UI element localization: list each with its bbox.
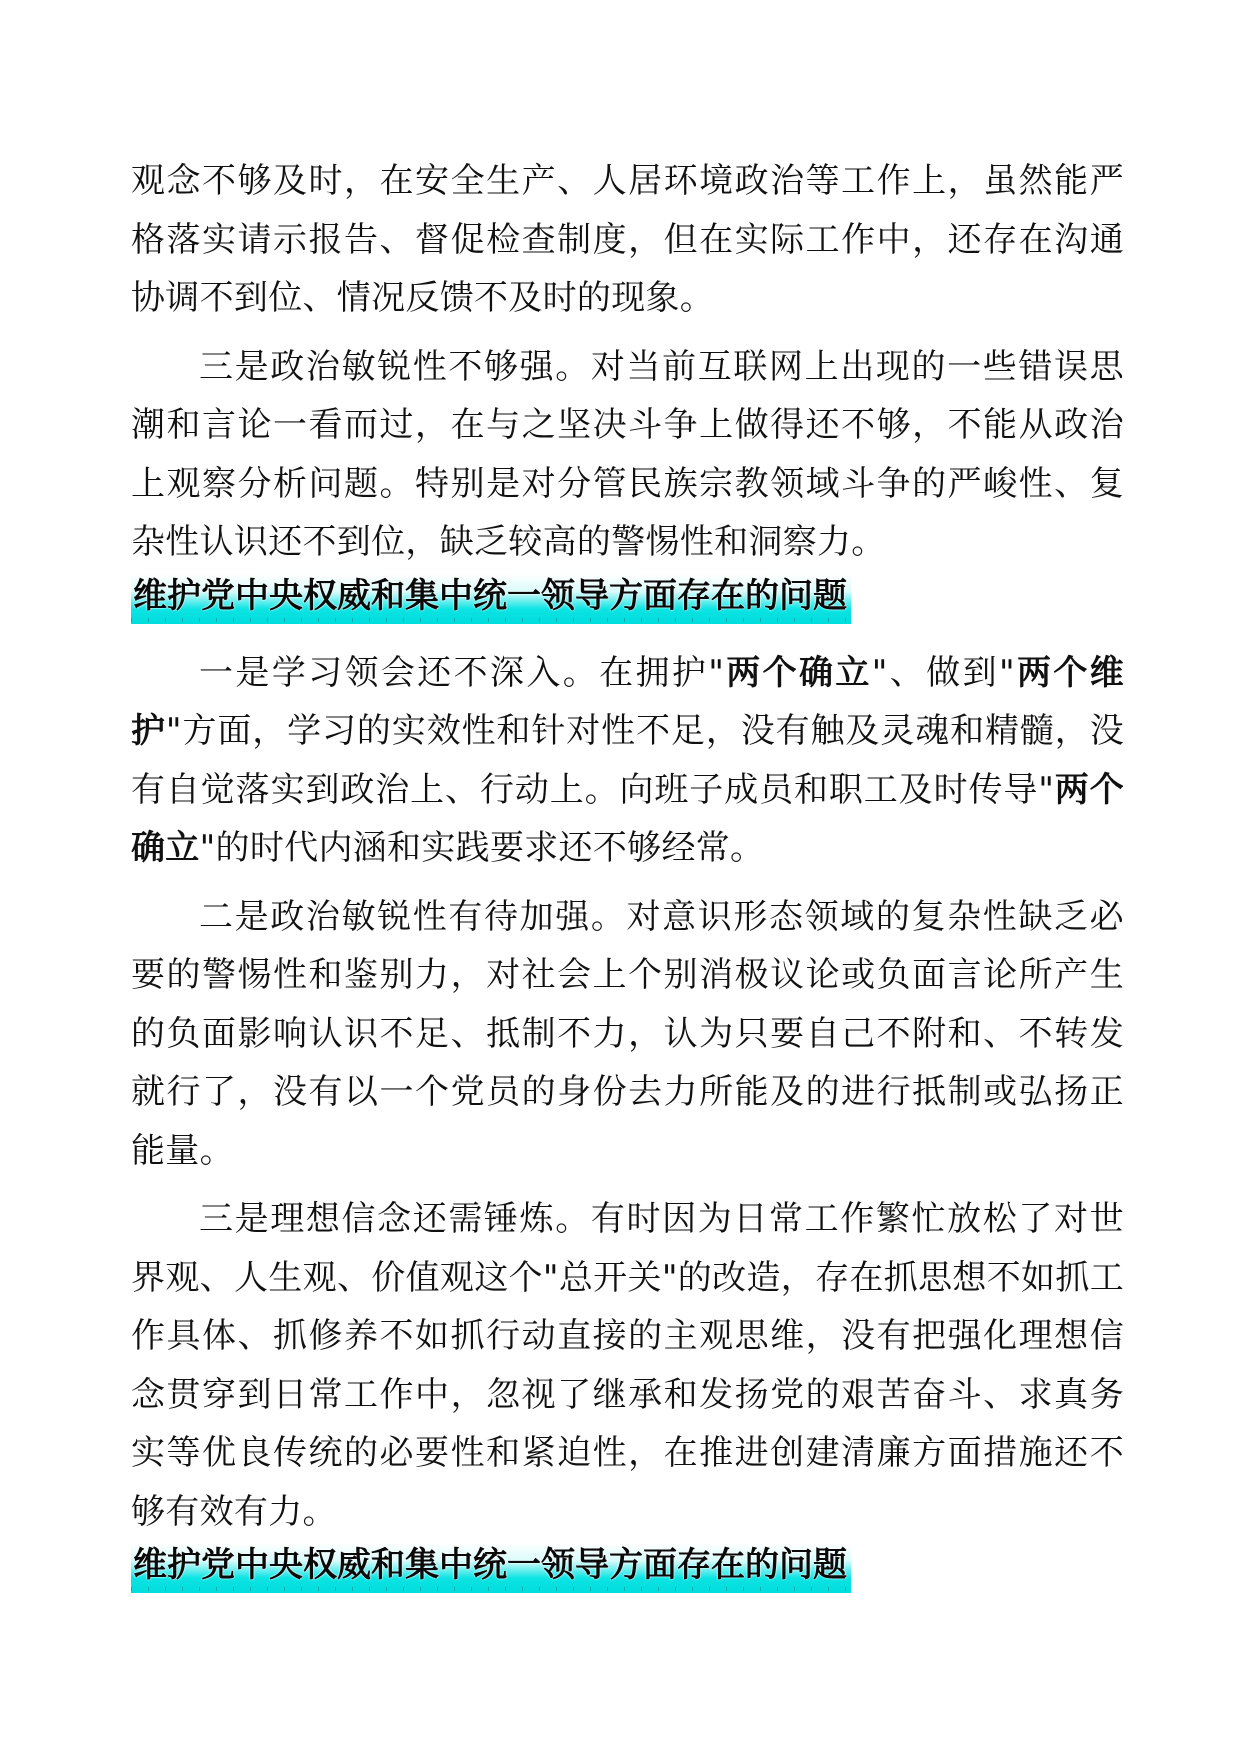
paragraph-study (131, 644, 1124, 878)
section-heading-2-text: 维护党中央权威和集中统一领导方面存在的问题 (133, 1545, 847, 1585)
p1-text-a: 一是学习领会还不深入。在拥护" (199, 652, 725, 693)
p1-text-e: "方面，学习的实效性和针对性不足，没有触及灵魂和精髓，没有自觉落实到政治上、行动上。向班子成员和职工及时传导" (131, 711, 1124, 810)
section-heading-2 (131, 1543, 851, 1593)
section-heading-1 (131, 574, 851, 624)
p1-emph-f: 两个确立 (131, 769, 1124, 868)
paragraph-gap (131, 878, 1124, 888)
paragraph-sensitivity: 二是政治敏锐性有待加强。对意识形态领域的复杂性缺乏必要的警惕性和鉴别力，对社会上个别消极议论或负面言论所产生的负面影响认识不足、抵制不力，认为只要自己不附和、不转发就行了，没有以一个党员的身份去力所能及的进行抵制或弘扬正能量。 (131, 896, 1124, 1171)
paragraph-gap (131, 1180, 1124, 1190)
document-page (131, 152, 1124, 1613)
paragraph-ideals: 三是理想信念还需锤炼。有时因为日常工作繁忙放松了对世界观、人生观、价值观这个"总开关"的改造，存在抓思想不如抓工作具体、抓修养不如抓行动直接的主观思维，没有把强化理想信念贯穿到日常工作中，忽视了继承和发扬党的艰苦奋斗、求真务实等优良传统的必要性和紧迫性，在推进创建清廉方面措施还不够有效有力。 (131, 1199, 1124, 1532)
section-heading-1-text: 维护党中央权威和集中统一领导方面存在的问题 (133, 575, 847, 616)
highlight-texture (131, 1587, 851, 1591)
section-heading-1-wrap (131, 572, 1124, 624)
paragraph-continued: 观念不够及时，在安全生产、人居环境政治等工作上，虽然能严格落实请示报告、督促检查制度，但在实际工作中，还存在沟通协调不到位、情况反馈不及时的现象。 (131, 161, 1124, 318)
p1-text-c: "、做到" (871, 652, 1015, 693)
paragraph-political-sensitivity: 三是政治敏锐性不够强。对当前互联网上出现的一些错误思潮和言论一看而过，在与之坚决斗争上做得还不够，不能从政治上观察分析问题。特别是对分管民族宗教领域斗争的严峻性、复杂性认识还不到位，缺乏较高的警惕性和洞察力。 (131, 346, 1124, 562)
p1-emph-d: 两个维护 (131, 652, 1125, 751)
paragraph-gap (131, 328, 1124, 338)
p1-text-g: "的时代内涵和实践要求还不够经常。 (199, 828, 765, 868)
section-heading-2-wrap (131, 1541, 1124, 1593)
highlight-texture (131, 618, 851, 622)
p1-emph-b: 两个确立 (724, 652, 872, 693)
